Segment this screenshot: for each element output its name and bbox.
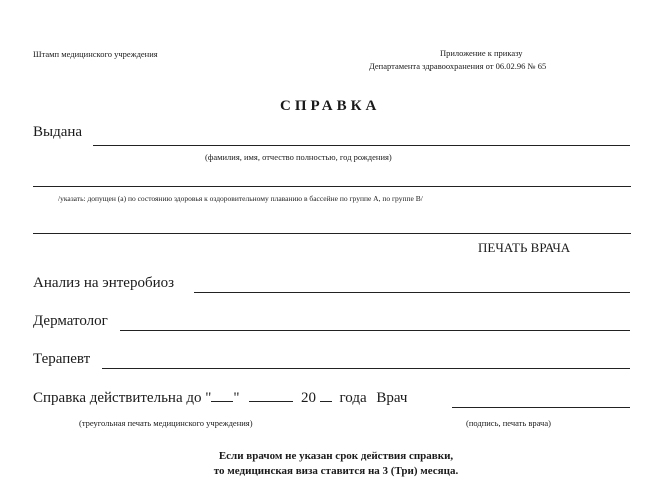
enterobiosis-label: Анализ на энтеробиоз [33, 275, 175, 291]
notice-line-1: Если врачом не указан срок действия справки, [218, 450, 454, 462]
doctor-signature-line [452, 407, 630, 408]
year-prefix: 20 [300, 390, 316, 406]
annex-line-2: Департамента здравоохранения от 06.02.96 № 65 [369, 61, 547, 71]
validity-prefix: Справка действительна до " [33, 390, 212, 406]
admission-line [33, 186, 631, 187]
therapist-label: Терапевт [33, 351, 91, 367]
year-suffix: года [339, 390, 367, 406]
issued-line [93, 145, 630, 146]
document-title: СПРАВКА [280, 98, 381, 114]
annex-line-1: Приложение к приказу [440, 48, 523, 58]
day-blank [211, 389, 233, 402]
blank-line [33, 233, 631, 234]
doctor-label: Врач [376, 390, 408, 406]
validity-quote-close: " [233, 390, 240, 406]
validity-row [33, 389, 407, 407]
month-blank [249, 389, 293, 402]
enterobiosis-line [194, 292, 630, 293]
dermatologist-label: Дерматолог [33, 313, 108, 329]
issued-label: Выдана [33, 124, 83, 140]
admission-note: /указать: допущен (а) по состоянию здоровья к оздоровительному плаванию в бассейне по группе А, по группе В/ [58, 194, 423, 203]
notice-line-2: то медицинская виза ставится на 3 (Три) месяца. [213, 465, 459, 477]
doctor-seal-label: ПЕЧАТЬ ВРАЧА [478, 240, 571, 255]
year-blank [320, 389, 332, 402]
triangular-seal-hint: (треугольная печать медицинского учреждения) [79, 418, 253, 428]
therapist-line [102, 368, 630, 369]
signature-hint: (подпись, печать врача) [466, 418, 551, 428]
stamp-label: Штамп медицинского учреждения [33, 49, 158, 59]
issued-hint: (фамилия, имя, отчество полностью, год рождения) [205, 152, 392, 162]
dermatologist-line [120, 330, 630, 331]
